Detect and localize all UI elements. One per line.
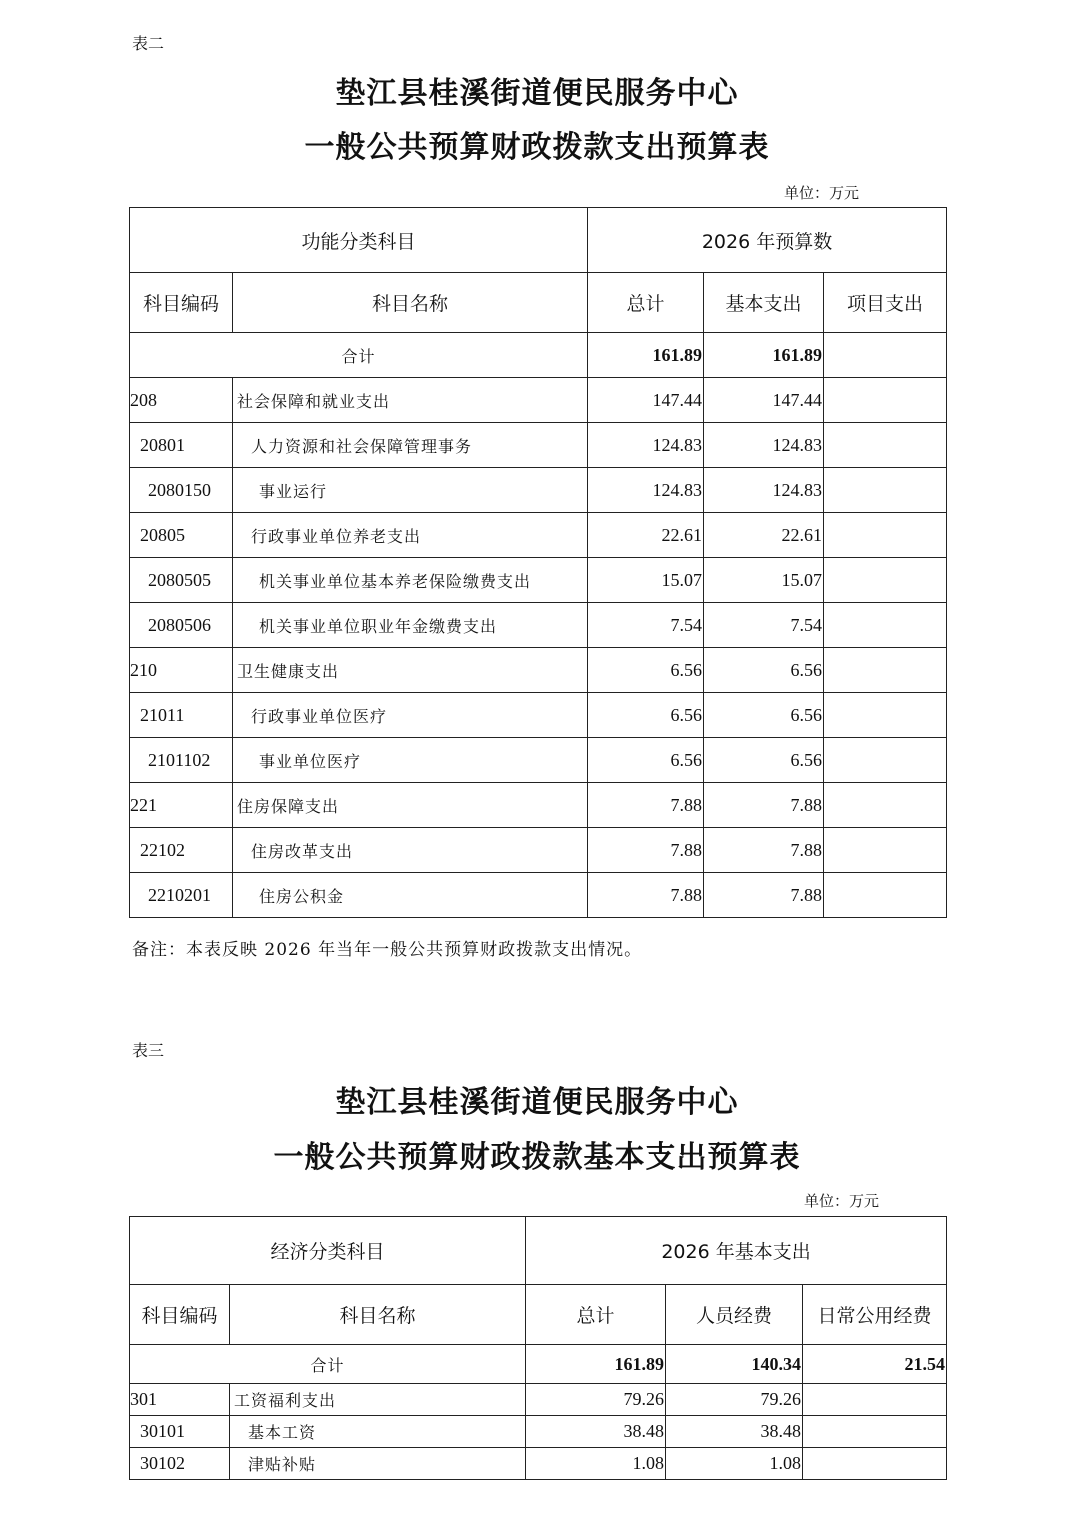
header-group-right: 2026 年预算数 [588,208,947,273]
row-value: 38.48 [526,1416,666,1448]
row-name: 事业运行 [233,468,588,513]
table2-note: 备注：本表反映 2026 年当年一般公共预算财政拨款支出情况。 [132,940,643,960]
row-name: 社会保障和就业支出 [233,378,588,423]
row-name: 卫生健康支出 [233,648,588,693]
row-name: 事业单位医疗 [233,738,588,783]
row-value: 1.08 [666,1448,803,1480]
row-code: 21011 [130,693,233,738]
row-code: 20801 [130,423,233,468]
table-row [130,828,947,873]
row-value: 7.88 [588,828,704,873]
total-value [824,333,947,378]
total-value: 21.54 [803,1345,947,1384]
row-name: 住房公积金 [233,873,588,918]
row-value [824,783,947,828]
row-code: 210 [130,648,233,693]
row-value [824,378,947,423]
row-value: 6.56 [588,648,704,693]
row-value: 147.44 [704,378,824,423]
row-code: 208 [130,378,233,423]
table-row [130,1448,947,1480]
row-value: 124.83 [588,468,704,513]
row-value [824,693,947,738]
row-value: 7.54 [588,603,704,648]
row-code: 2101102 [130,738,233,783]
row-value: 7.88 [704,873,824,918]
row-name: 行政事业单位养老支出 [233,513,588,558]
table-row [130,558,947,603]
col-header-name: 科目名称 [230,1285,526,1345]
row-name: 住房保障支出 [233,783,588,828]
table-row [130,513,947,558]
col-header-code: 科目编码 [130,273,233,333]
row-value: 1.08 [526,1448,666,1480]
row-code: 2080150 [130,468,233,513]
row-name: 行政事业单位医疗 [233,693,588,738]
row-code: 2210201 [130,873,233,918]
row-value [824,603,947,648]
row-value: 7.88 [588,873,704,918]
row-name: 津贴补贴 [230,1448,526,1480]
row-value: 124.83 [704,468,824,513]
row-value: 6.56 [588,738,704,783]
row-value: 6.56 [704,648,824,693]
row-code: 20805 [130,513,233,558]
row-code: 22102 [130,828,233,873]
row-value: 6.56 [588,693,704,738]
col-header-name: 科目名称 [233,273,588,333]
row-value: 7.88 [588,783,704,828]
row-value: 15.07 [704,558,824,603]
row-value: 124.83 [704,423,824,468]
total-value: 161.89 [526,1345,666,1384]
table2-title-line2: 一般公共预算财政拨款支出预算表 [304,130,770,165]
row-code: 30102 [130,1448,230,1480]
row-value [824,558,947,603]
row-code: 2080505 [130,558,233,603]
col-header-code: 科目编码 [130,1285,230,1345]
total-value: 140.34 [666,1345,803,1384]
col-header-personnel: 人员经费 [666,1285,803,1345]
table-row [130,1384,947,1416]
row-name: 住房改革支出 [233,828,588,873]
header-group-left: 功能分类科目 [130,208,588,273]
row-value: 7.54 [704,603,824,648]
row-value: 22.61 [588,513,704,558]
row-code: 301 [130,1384,230,1416]
table-row [130,648,947,693]
total-row [130,333,947,378]
table-row [130,603,947,648]
table-row [130,468,947,513]
row-code: 30101 [130,1416,230,1448]
table-row [130,873,947,918]
table-row [130,1416,947,1448]
col-header-total: 总计 [588,273,704,333]
row-value [824,873,947,918]
row-value [824,468,947,513]
row-name: 机关事业单位基本养老保险缴费支出 [233,558,588,603]
total-row [130,1345,947,1384]
row-value [824,738,947,783]
row-code: 221 [130,783,233,828]
table3-title-line2: 一般公共预算财政拨款基本支出预算表 [273,1140,801,1175]
row-value [803,1384,947,1416]
table2-title-line1: 垫江县桂溪街道便民服务中心 [335,76,739,111]
row-name: 基本工资 [230,1416,526,1448]
row-value: 6.56 [704,738,824,783]
row-value: 79.26 [666,1384,803,1416]
col-header-total: 总计 [526,1285,666,1345]
table3 [129,1216,947,1480]
row-value [824,423,947,468]
table3-tag: 表三 [132,1041,165,1060]
row-value [824,648,947,693]
row-value: 22.61 [704,513,824,558]
row-value [803,1416,947,1448]
table-row [130,378,947,423]
total-value: 161.89 [704,333,824,378]
total-label: 合计 [130,333,588,378]
header-group-left: 经济分类科目 [130,1217,526,1285]
header-group-right: 2026 年基本支出 [526,1217,947,1285]
row-value [803,1448,947,1480]
table3-title-line1: 垫江县桂溪街道便民服务中心 [335,1085,739,1120]
row-value: 147.44 [588,378,704,423]
row-value: 7.88 [704,783,824,828]
table3-unit: 单位：万元 [804,1192,880,1210]
row-value: 38.48 [666,1416,803,1448]
total-label: 合计 [130,1345,526,1384]
table-row [130,693,947,738]
table2-unit: 单位：万元 [784,184,860,202]
row-value [824,513,947,558]
table2 [129,207,947,918]
total-value: 161.89 [588,333,704,378]
table-row [130,423,947,468]
row-value: 15.07 [588,558,704,603]
table2-tag: 表二 [132,34,165,53]
row-code: 2080506 [130,603,233,648]
row-value [824,828,947,873]
row-name: 人力资源和社会保障管理事务 [233,423,588,468]
row-value: 124.83 [588,423,704,468]
row-name: 机关事业单位职业年金缴费支出 [233,603,588,648]
row-name: 工资福利支出 [230,1384,526,1416]
row-value: 7.88 [704,828,824,873]
col-header-basic: 基本支出 [704,273,824,333]
row-value: 79.26 [526,1384,666,1416]
table-row [130,738,947,783]
row-value: 6.56 [704,693,824,738]
table-row [130,783,947,828]
col-header-project: 项目支出 [824,273,947,333]
col-header-public: 日常公用经费 [803,1285,947,1345]
